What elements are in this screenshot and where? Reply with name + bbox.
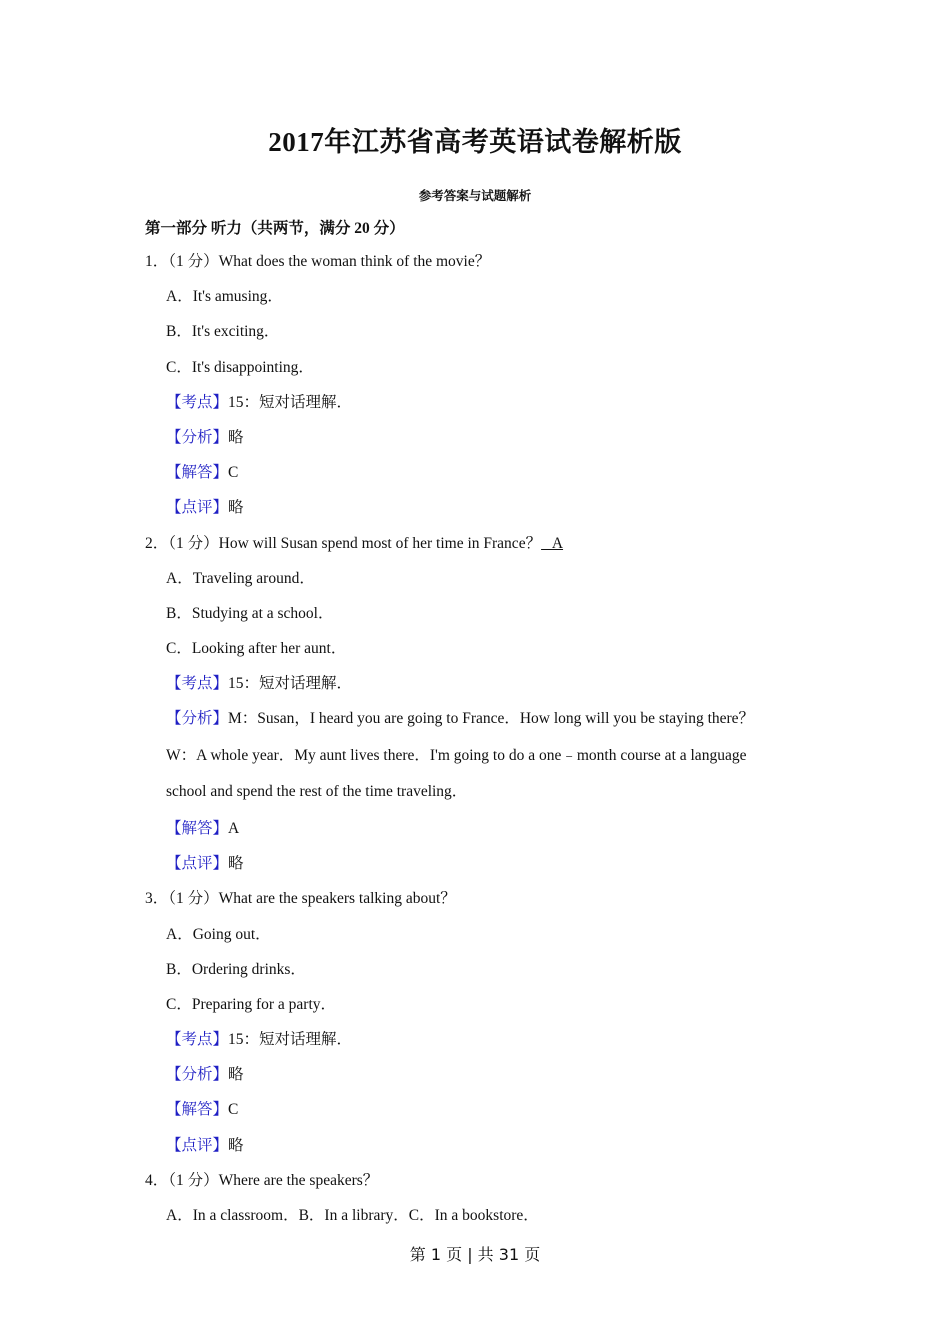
fenxi-tag: 【分析】	[166, 428, 229, 446]
page-title: 2017年江苏省高考英语试卷解析版	[268, 127, 682, 157]
question-stem: 2．（1 分）How will Susan spend most of her time in France？	[145, 534, 542, 552]
question-stem: 3．（1 分）What are the speakers talking about？	[145, 890, 456, 908]
option: C．Preparing for a party．	[166, 995, 337, 1013]
question-stem: 4．（1 分）Where are the speakers？	[145, 1171, 379, 1189]
fenxi-text: M：Susan，I heard you are going to France．How long will you be staying there？	[228, 710, 755, 728]
question-stem-row	[0, 526, 950, 561]
fenxi-tag: 【分析】	[166, 1066, 229, 1084]
section-heading: 第一部分 听力（共两节，满分 20 分）	[145, 220, 405, 237]
question-stem: 1．（1 分）What does the woman think of the movie？	[145, 253, 491, 270]
kaodian-text: 15：短对话理解．	[228, 1031, 353, 1049]
dianping-text: 略	[228, 499, 244, 517]
fenxi-row	[0, 1057, 950, 1092]
answer-blank: A	[541, 534, 564, 552]
jieda-row	[0, 455, 950, 490]
kaodian-row	[0, 1022, 950, 1057]
fenxi-tag: 【分析】	[166, 710, 229, 728]
fenxi-row	[0, 420, 950, 455]
dianping-tag: 【点评】	[166, 499, 229, 517]
kaodian-tag: 【考点】	[166, 393, 229, 411]
option: C．It's disappointing．	[166, 358, 314, 376]
option: B．It's exciting．	[166, 323, 280, 341]
option: B．Studying at a school．	[166, 604, 334, 622]
dianping-row	[0, 1128, 950, 1163]
dianping-text: 略	[228, 855, 244, 873]
option: C．Looking after her aunt．	[166, 640, 347, 658]
option: B．Ordering drinks．	[166, 960, 306, 978]
dianping-tag: 【点评】	[166, 855, 229, 873]
option: A．It's amusing．	[166, 288, 283, 306]
kaodian-text: 15：短对话理解．	[228, 675, 353, 693]
kaodian-tag: 【考点】	[166, 675, 229, 693]
fenxi-continuation: school and spend the rest of the time traveling．	[166, 783, 468, 801]
fenxi-text: 略	[228, 1066, 244, 1084]
fenxi-row	[0, 701, 950, 738]
jieda-tag: 【解答】	[166, 1101, 229, 1119]
kaodian-tag: 【考点】	[166, 1031, 229, 1049]
jieda-text: C	[228, 1101, 239, 1119]
kaodian-row	[0, 666, 950, 701]
jieda-row	[0, 1092, 950, 1127]
jieda-row	[0, 811, 950, 846]
options-inline: A．In a classroom．B．In a library．C．In a bookstore．	[166, 1207, 539, 1224]
dianping-text: 略	[228, 1136, 244, 1154]
question-list	[0, 244, 950, 1233]
page-footer: 第 1 页 | 共 31 页	[409, 1245, 541, 1264]
dianping-row	[0, 490, 950, 525]
option: A．Traveling around．	[166, 569, 315, 587]
jieda-tag: 【解答】	[166, 464, 229, 482]
kaodian-text: 15：短对话理解．	[228, 393, 353, 411]
fenxi-continuation: W：A whole year．My aunt lives there．I'm going to do a one﹣month course at a language	[166, 746, 747, 764]
fenxi-text: 略	[228, 428, 244, 446]
jieda-tag: 【解答】	[166, 819, 229, 837]
dianping-row	[0, 846, 950, 881]
dianping-tag: 【点评】	[166, 1136, 229, 1154]
jieda-text: C	[228, 464, 239, 482]
page-subtitle: 参考答案与试题解析	[418, 189, 532, 203]
option: A．Going out．	[166, 925, 271, 943]
kaodian-row	[0, 385, 950, 420]
jieda-text: A	[228, 819, 240, 837]
